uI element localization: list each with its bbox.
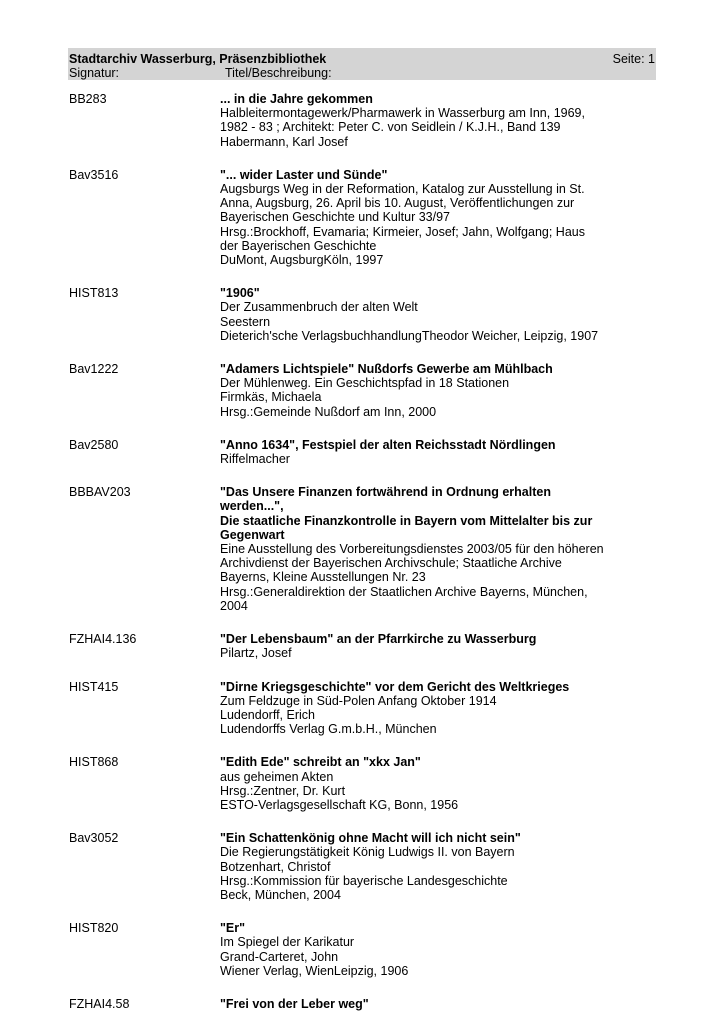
entry-title-line: "1906" [220,286,260,301]
entry-signatur: BB283 [69,92,107,106]
catalog-entry [68,485,656,613]
entry-title-line: "... wider Laster und Sünde" [220,167,388,182]
catalog-entry [68,680,656,737]
entry-detail-line: Zum Feldzuge in Süd-Polen Anfang Oktober 1914 [220,693,497,708]
catalog-entry [68,286,656,343]
entry-detail-line: DuMont, AugsburgKöln, 1997 [220,253,384,268]
entry-detail-line: Der Mühlenweg. Ein Geschichtspfad in 18 Stationen [220,376,510,391]
entry-detail-line: Riffelmacher [220,452,290,467]
catalog-list [68,92,656,1030]
entry-detail-line: Bayerns, Kleine Ausstellungen Nr. 23 [220,570,426,585]
entry-detail-line: Firmkäs, Michaela [220,390,322,405]
entry-description [220,632,604,660]
entry-detail-line: Ludendorffs Verlag G.m.b.H., München [220,722,437,737]
entry-detail-line: Wiener Verlag, WienLeipzig, 1906 [220,963,409,978]
entry-description [220,485,604,613]
entry-title-line: ... in die Jahre gekommen [220,92,373,106]
entry-detail-line: Anna, Augsburg, 26. April bis 10. August, Veröffentlichungen zur [220,196,575,211]
catalog-entry [68,168,656,267]
entry-title-line: "Ein Schattenkönig ohne Macht will ich nicht sein" [220,831,521,846]
entry-detail-line: Hrsg.:Gemeinde Nußdorf am Inn, 2000 [220,404,437,419]
catalog-entry [68,921,656,978]
entry-signatur: Bav2580 [69,437,119,452]
entry-detail-line: Hrsg.:Generaldirektion der Staatlichen Archive Bayerns, München, [220,584,588,599]
entry-detail-line: Botzenhart, Christof [220,859,331,874]
entry-description [220,831,604,902]
entry-detail-line: aus geheimen Akten [220,769,334,784]
entry-signatur: Bav3516 [69,167,119,182]
entry-detail-line: Habermann, Karl Josef [220,134,348,149]
entry-signatur: HIST415 [69,679,119,694]
entry-title-line: Gegenwart [220,527,285,542]
entry-signatur: FZHAI4.136 [69,632,137,647]
entry-title-line: werden...", [220,499,284,514]
entry-title-line: "Dirne Kriegsgeschichte" vor dem Gericht des Weltkrieges [220,679,570,694]
archive-title: Stadtarchiv Wasserburg, Präsenzbibliothek [69,52,327,66]
entry-title-line: "Der Lebensbaum" an der Pfarrkirche zu Wasserburg [220,632,537,647]
entry-description [220,997,604,1011]
entry-title-line: "Das Unsere Finanzen fortwährend in Ordnung erhalten [220,485,551,500]
entry-signatur: HIST813 [69,286,119,301]
column-header-titel: Titel/Beschreibung: [225,66,332,80]
entry-detail-line: Hrsg.:Brockhoff, Evamaria; Kirmeier, Josef; Jahn, Wolfgang; Haus [220,224,585,239]
entry-detail-line: Augsburgs Weg in der Reformation, Katalog zur Ausstellung in St. [220,182,585,197]
entry-detail-line: der Bayerischen Geschichte [220,238,377,253]
entry-detail-line: Im Spiegel der Karikatur [220,935,355,950]
entry-detail-line: Pilartz, Josef [220,646,292,661]
entry-detail-line: Halbleitermontagewerk/Pharmawerk in Wasserburg am Inn, 1969, [220,106,585,121]
entry-title-line: "Edith Ede" schreibt an "xkx Jan" [220,755,421,770]
entry-detail-line: Archivdienst der Bayerischen Archivschule; Staatliche Archive [220,556,562,571]
entry-detail-line: Seestern [220,314,271,329]
entry-detail-line: Dieterich'sche VerlagsbuchhandlungTheodor Weicher, Leipzig, 1907 [220,328,599,343]
entry-title-line: "Frei von der Leber weg" [220,996,369,1011]
entry-signatur: Bav1222 [69,362,119,377]
entry-title-line: "Er" [220,921,246,936]
entry-detail-line: Hrsg.:Kommission für bayerische Landesgeschichte [220,873,508,888]
page-number: Seite: 1 [612,52,655,66]
entry-description [220,755,604,812]
catalog-entry [68,755,656,812]
entry-description [220,92,604,149]
entry-detail-line: Beck, München, 2004 [220,887,341,902]
entry-signatur: FZHAI4.58 [69,996,130,1011]
entry-description [220,168,604,267]
entry-title-line: "Anno 1634", Festspiel der alten Reichsstadt Nördlingen [220,437,556,452]
catalog-entry [68,632,656,660]
entry-detail-line: 2004 [220,598,248,613]
page-header [68,48,656,80]
entry-description [220,362,604,419]
entry-detail-line: Grand-Carteret, John [220,949,339,964]
entry-title-line: "Adamers Lichtspiele" Nußdorfs Gewerbe am Mühlbach [220,362,553,377]
entry-signatur: HIST820 [69,921,119,936]
entry-detail-line: Eine Ausstellung des Vorbereitungsdienstes 2003/05 für den höheren [220,542,604,557]
entry-detail-line: ESTO-Verlagsgesellschaft KG, Bonn, 1956 [220,797,459,812]
entry-signatur: BBBAV203 [69,485,131,500]
catalog-entry [68,997,656,1011]
entry-detail-line: Bayerischen Geschichte und Kultur 33/97 [220,210,450,225]
entry-detail-line: Die Regierungstätigkeit König Ludwigs II. von Bayern [220,845,515,860]
entry-signatur: HIST868 [69,755,119,770]
entry-description [220,286,604,343]
entry-description [220,438,604,466]
entry-detail-line: Hrsg.:Zentner, Dr. Kurt [220,783,346,798]
entry-detail-line: Ludendorff, Erich [220,707,315,722]
catalog-entry [68,438,656,466]
entry-detail-line: Der Zusammenbruch der alten Welt [220,300,418,315]
catalog-entry [68,831,656,902]
entry-detail-line: 1982 - 83 ; Architekt: Peter C. von Seidlein / K.J.H., Band 139 [220,120,561,135]
catalog-entry [68,92,656,149]
entry-signatur: Bav3052 [69,831,119,846]
column-header-signatur: Signatur: [69,66,120,80]
catalog-entry [68,362,656,419]
entry-title-line: Die staatliche Finanzkontrolle in Bayern vom Mittelalter bis zur [220,513,593,528]
entry-description [220,680,604,737]
entry-description [220,921,604,978]
